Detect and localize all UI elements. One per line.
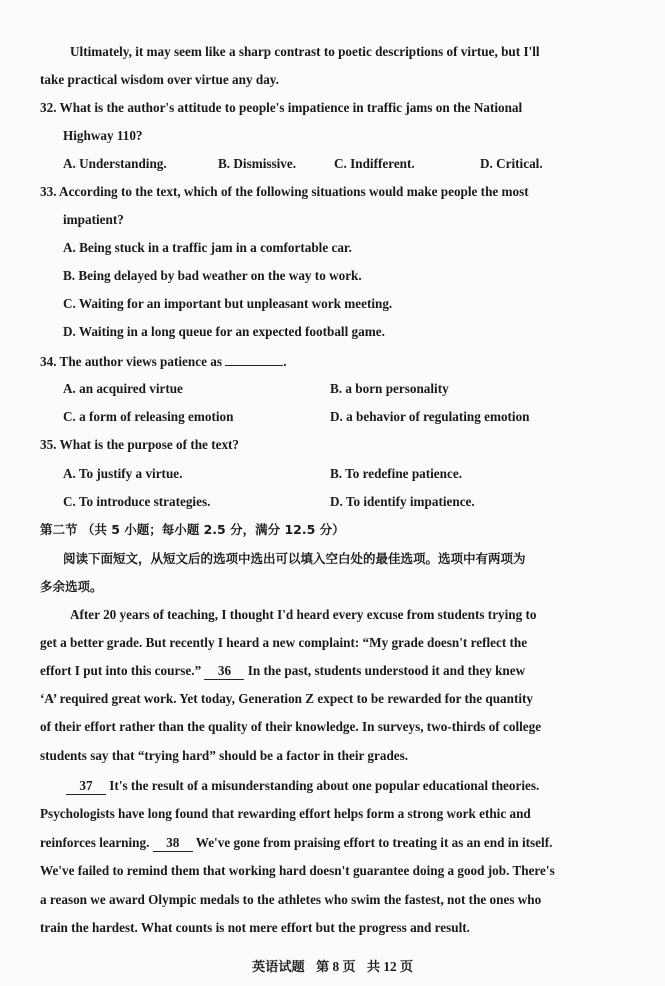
- passage-line: We've failed to remind them that working hard doesn't guarantee doing a good job. There's: [40, 863, 555, 878]
- section-instructions: 阅读下面短文，从短文后的选项中选出可以填入空白处的最佳选项。选项中有两项为: [63, 551, 526, 566]
- question-35-option-c: C. To introduce strategies.: [63, 494, 211, 509]
- passage-line: [40, 663, 525, 680]
- question-33-stem: impatient?: [63, 212, 124, 227]
- question-33-option-c: C. Waiting for an important but unpleasant work meeting.: [63, 296, 393, 311]
- passage-line: [40, 835, 552, 852]
- passage-text: In the past, students understood it and they knew: [247, 663, 526, 678]
- passage-text: It's the result of a misunderstanding about one popular educational theories.: [109, 778, 540, 793]
- question-35-option-a: A. To justify a virtue.: [63, 466, 183, 481]
- passage-line: of their effort rather than the quality of their knowledge. In surveys, two-thirds of college: [40, 719, 542, 734]
- footer-total: 共 12 页: [366, 959, 414, 974]
- footer-subject: 英语试题: [251, 959, 305, 974]
- passage-line: take practical wisdom over virtue any day.: [40, 72, 279, 87]
- question-34-stem-end: .: [283, 354, 287, 369]
- passage-text: We've gone from praising effort to treating it as an end in itself.: [195, 835, 553, 850]
- question-33-option-b: B. Being delayed by bad weather on the way to work.: [63, 268, 362, 283]
- passage-line: train the hardest. What counts is not mere effort but the progress and result.: [40, 920, 470, 935]
- page-footer: [0, 956, 665, 975]
- question-35-option-d: D. To identify impatience.: [330, 494, 475, 509]
- question-33-stem: 33. According to the text, which of the following situations would make people the most: [40, 184, 529, 199]
- section-instructions: 多余选项。: [40, 579, 103, 594]
- passage-line: a reason we award Olympic medals to the athletes who swim the fastest, not the ones who: [40, 892, 542, 907]
- answer-blank: [225, 353, 283, 366]
- question-34-option-b: B. a born personality: [330, 381, 449, 396]
- passage-line: Ultimately, it may seem like a sharp contrast to poetic descriptions of virtue, but I'll: [70, 44, 540, 59]
- blank-36: 36: [204, 663, 244, 680]
- passage-text: effort I put into this course.”: [40, 663, 202, 678]
- passage-line: Psychologists have long found that rewarding effort helps form a strong work ethic and: [40, 806, 531, 821]
- question-32-stem: 32. What is the author's attitude to people's impatience in traffic jams on the National: [40, 100, 523, 115]
- question-32-option-a: A. Understanding.: [63, 156, 167, 171]
- question-32-option-d: D. Critical.: [480, 156, 543, 171]
- question-34-option-c: C. a form of releasing emotion: [63, 409, 234, 424]
- question-34-option-d: D. a behavior of regulating emotion: [330, 409, 530, 424]
- question-34-option-a: A. an acquired virtue: [63, 381, 183, 396]
- blank-37: 37: [66, 778, 106, 795]
- passage-line: get a better grade. But recently I heard a new complaint: “My grade doesn't reflect the: [40, 635, 528, 650]
- question-32-option-c: C. Indifferent.: [334, 156, 415, 171]
- question-35-option-b: B. To redefine patience.: [330, 466, 462, 481]
- blank-38: 38: [153, 835, 193, 852]
- question-35-stem: 35. What is the purpose of the text?: [40, 437, 240, 452]
- question-33-option-d: D. Waiting in a long queue for an expected football game.: [63, 324, 385, 339]
- passage-line: [66, 778, 539, 795]
- question-34-stem: [40, 353, 287, 370]
- question-32-stem: Highway 110?: [63, 128, 143, 143]
- section-title: 第二节 （共 5 小题；每小题 2.5 分，满分 12.5 分）: [40, 522, 345, 537]
- question-34-stem-text: 34. The author views patience as: [40, 354, 222, 369]
- passage-line: After 20 years of teaching, I thought I'd heard every excuse from students trying to: [70, 607, 537, 622]
- question-32-option-b: B. Dismissive.: [218, 156, 297, 171]
- passage-text: reinforces learning.: [40, 835, 150, 850]
- question-33-option-a: A. Being stuck in a traffic jam in a comfortable car.: [63, 240, 352, 255]
- passage-line: ‘A’ required great work. Yet today, Generation Z expect to be rewarded for the quantity: [40, 691, 533, 706]
- footer-page: 第 8 页: [316, 959, 356, 974]
- passage-line: students say that “trying hard” should be a factor in their grades.: [40, 748, 409, 763]
